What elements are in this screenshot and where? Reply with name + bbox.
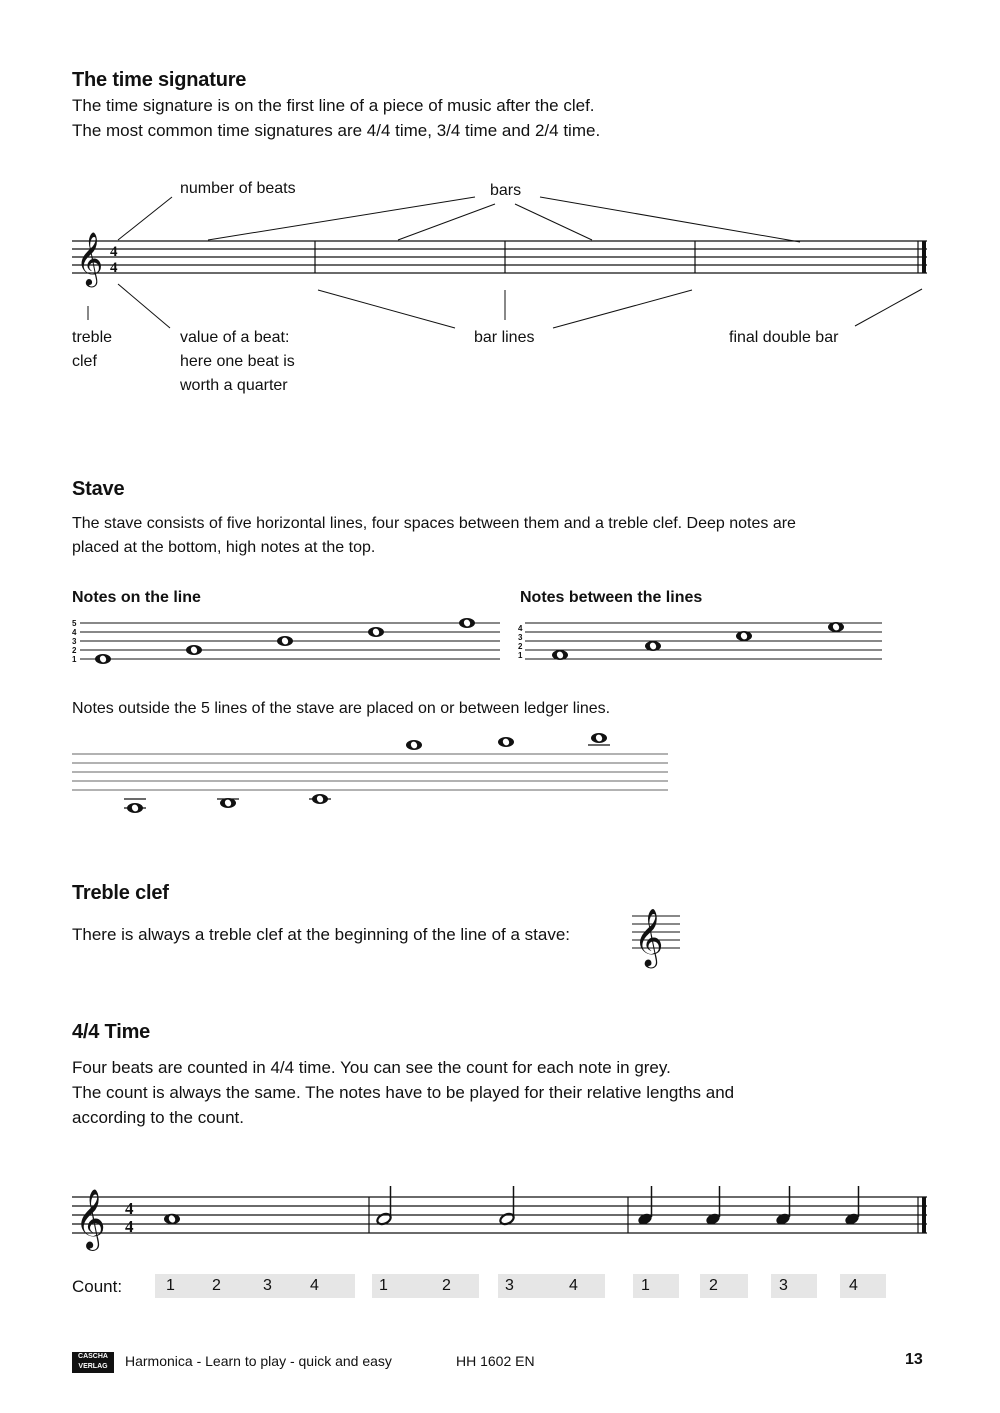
treble-clef-text: There is always a treble clef at the beginning of the line of a stave: — [72, 925, 571, 944]
meter-bottom: 4 — [125, 1217, 134, 1236]
whole-note-icon — [459, 618, 475, 628]
footer-title: Harmonica - Learn to play - quick and easy — [125, 1353, 392, 1369]
label-number-of-beats: number of beats — [180, 180, 296, 197]
whole-note-icon — [95, 654, 111, 664]
ledger-lines-staff — [60, 730, 680, 820]
count-number: 2 — [442, 1277, 451, 1294]
space-number: 4 — [518, 624, 523, 633]
count-number: 1 — [379, 1277, 388, 1294]
whole-note-icon — [736, 631, 752, 641]
count-group — [155, 1274, 355, 1298]
count-number: 4 — [849, 1277, 858, 1294]
space-number: 3 — [518, 633, 523, 642]
four-four-staff — [0, 1170, 1000, 1270]
notes-between-lines-title: Notes between the lines — [520, 589, 703, 606]
count-number: 4 — [569, 1277, 578, 1294]
stave-text-2: placed at the bottom, high notes at the top. — [72, 539, 376, 556]
line-number: 1 — [72, 655, 77, 664]
time-signature-staff-diagram — [0, 190, 1000, 330]
four-four-text-3: according to the count. — [72, 1108, 245, 1127]
label-value-of-beat-3: worth a quarter — [180, 377, 288, 394]
count-number: 3 — [505, 1277, 514, 1294]
count-number: 3 — [779, 1277, 788, 1294]
count-number: 1 — [166, 1277, 175, 1294]
count-number: 1 — [641, 1277, 650, 1294]
count-group — [372, 1274, 479, 1298]
count-label: Count: — [72, 1277, 123, 1296]
four-four-text-1: Four beats are counted in 4/4 time. You can see the count for each note in grey. — [72, 1058, 671, 1077]
whole-note-icon — [591, 733, 607, 743]
label-treble-clef-1: treble — [72, 329, 113, 346]
four-four-text-2: The count is always the same. The notes have to be played for their relative lengths and — [72, 1083, 735, 1102]
whole-note-icon — [406, 740, 422, 750]
treble-clef-icon: 𝄞 — [634, 908, 664, 966]
whole-note-icon — [645, 641, 661, 651]
space-number: 2 — [518, 642, 523, 651]
whole-note-icon — [220, 798, 236, 808]
footer-code: HH 1602 EN — [456, 1353, 535, 1369]
line-number: 4 — [72, 628, 77, 637]
publisher-logo — [72, 1352, 114, 1373]
count-group — [771, 1274, 817, 1298]
treble-clef-sample — [630, 898, 690, 970]
space-number: 1 — [518, 651, 523, 660]
treble-clef-heading: Treble clef — [72, 882, 169, 904]
count-group — [498, 1274, 605, 1298]
time-signature-text-2: The most common time signatures are 4/4 time, 3/4 time and 2/4 time. — [72, 121, 601, 140]
ledger-lines-text: Notes outside the 5 lines of the stave are placed on or between ledger lines. — [72, 700, 611, 717]
treble-clef-icon: 𝄞 — [75, 1189, 106, 1249]
time-signature-heading: The time signature — [72, 69, 247, 91]
notes-on-line-staff — [70, 615, 510, 675]
stave-heading: Stave — [72, 478, 125, 500]
page-number: 13 — [905, 1351, 923, 1368]
notes-on-line-title: Notes on the line — [72, 589, 201, 606]
whole-note-icon — [368, 627, 384, 637]
line-number: 5 — [72, 619, 77, 628]
label-value-of-beat-1: value of a beat: — [180, 329, 290, 346]
notes-between-lines-staff — [515, 615, 895, 675]
whole-note-icon — [312, 794, 328, 804]
time-signature-text-1: The time signature is on the first line of a piece of music after the clef. — [72, 96, 595, 115]
count-number: 2 — [212, 1277, 221, 1294]
label-bar-lines: bar lines — [474, 329, 535, 346]
label-value-of-beat-2: here one beat is — [180, 353, 295, 370]
whole-note-icon — [127, 803, 143, 813]
line-number: 3 — [72, 637, 77, 646]
count-group — [700, 1274, 748, 1298]
stave-text-1: The stave consists of five horizontal lines, four spaces between them and a treble clef. Deep notes are — [72, 515, 796, 532]
logo-line: CASCHA — [78, 1353, 108, 1360]
whole-note-icon — [498, 737, 514, 747]
meter-top: 4 — [125, 1199, 134, 1218]
label-final-double-bar: final double bar — [729, 329, 839, 346]
count-group — [840, 1274, 886, 1298]
count-number: 4 — [310, 1277, 319, 1294]
whole-note-icon — [186, 645, 202, 655]
meter-bottom: 4 — [110, 260, 118, 276]
logo-line: VERLAG — [78, 1363, 108, 1370]
count-number: 3 — [263, 1277, 272, 1294]
label-treble-clef-2: clef — [72, 353, 97, 370]
whole-note-icon — [828, 622, 844, 632]
four-four-heading: 4/4 Time — [72, 1021, 151, 1043]
whole-note-icon — [277, 636, 293, 646]
label-bars: bars — [490, 182, 522, 199]
line-number: 2 — [72, 646, 77, 655]
meter-top: 4 — [110, 244, 118, 260]
whole-note-icon — [164, 1214, 180, 1224]
count-group — [633, 1274, 679, 1298]
count-number: 2 — [709, 1277, 718, 1294]
whole-note-icon — [552, 650, 568, 660]
treble-clef-icon: 𝄞 — [76, 231, 104, 285]
